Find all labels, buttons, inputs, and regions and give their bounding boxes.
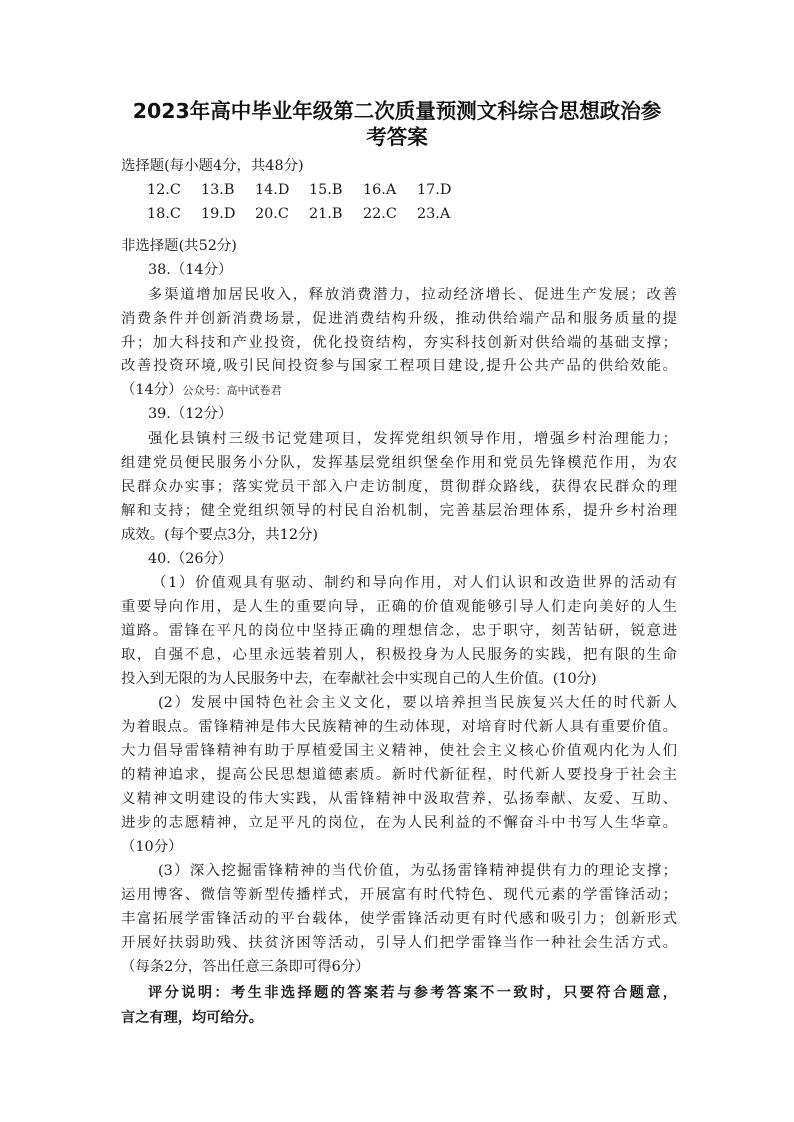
q40-part1-line: （1）价值观具有驱动、制约和导向作用，对人们认识和改造世界的活动有 — [152, 575, 677, 591]
mcq-answer: 22.C — [363, 206, 397, 222]
mcq-answer: 23.A — [417, 206, 451, 222]
q40-part2-line: 为着眼点。雷锋精神是伟大民族精神的生动体现，对培育时代新人具有重要价值。 — [121, 719, 677, 735]
scoring-note-line: 评分说明：考生非选择题的答案若与参考答案不一致时，只要符合题意， — [148, 985, 677, 1001]
q38-score-line — [121, 379, 677, 403]
q40-part3-line: （每条2分，答出任意三条即可得6分） — [121, 959, 370, 975]
q40-part2-line: (2）发展中国特色社会主义文化，要以培养担当民族复兴大任的时代新人 — [158, 695, 677, 711]
q39-text-line: 成效。(每个要点3分，共12分) — [121, 527, 318, 543]
q40-part2-line: （10分） — [121, 839, 183, 855]
mcq-answer: 17.D — [417, 182, 452, 198]
q40-part2-line: 进步的志愿精神，立足平凡的岗位，在为人民利益的不懈奋斗中书写人生华章。 — [121, 815, 677, 831]
mcq-answer: 16.A — [363, 182, 397, 198]
q40-part1-line: 重要导向作用，是人生的重要向导，正确的价值观能够引导人们走向美好的人生 — [121, 599, 677, 615]
mcq-answer: 19.D — [201, 206, 236, 222]
q40-part2-line: 大力倡导雷锋精神有助于厚植爱国主义精神，使社会主义核心价值观内化为人们 — [121, 743, 677, 759]
q40-label: 40.（26分） — [148, 551, 233, 567]
page-title-line1: 2023年高中毕业年级第二次质量预测文科综合思想政治参 — [132, 99, 662, 123]
mcq-answer: 20.C — [255, 206, 289, 222]
nonmcq-header: 非选择题(共52分) — [121, 238, 237, 254]
scoring-note-line: 言之有理，均可给分。 — [121, 1010, 263, 1026]
page-title-line2: 考答案 — [366, 125, 428, 149]
q40-part1-line: 投入到无限的为人民服务中去，在奉献社会中实现自己的人生价值。(10分) — [121, 671, 597, 687]
q40-part3-line: 开展好扶弱助残、扶贫济困等活动，引导人们把学雷锋当作一种社会生活方式。 — [121, 935, 677, 951]
q38-label: 38.（14分） — [148, 262, 233, 278]
mcq-answers-row-2 — [147, 202, 471, 226]
q40-part3-line: (3）深入挖掘雷锋精神的当代价值，为弘扬雷锋精神提供有力的理论支撑； — [158, 863, 677, 879]
q38-text-line: 改善投资环境,吸引民间投资参与国家工程项目建设,提升公共产品的供给效能。 — [121, 358, 677, 374]
q39-label: 39.（12分） — [148, 406, 233, 422]
q40-part2-line: 的精神追求，提高公民思想道德素质。新时代新征程，时代新人要投身于社会主 — [121, 767, 677, 783]
mcq-header: 选择题(每小题4分，共48分) — [121, 158, 304, 174]
mcq-answer: 13.B — [201, 182, 235, 198]
q40-part1-line: 取，自强不息，心里永远装着别人，积极投身为人民服务的实践，把有限的生命 — [121, 647, 677, 663]
q38-text-line: 升；加大科技和产业投资，优化投资结构，夯实科技创新对供给端的基础支撑； — [121, 335, 677, 351]
q38-score: （14分） — [121, 382, 183, 398]
q39-text-line: 强化县镇村三级书记党建项目，发挥党组织领导作用，增强乡村治理能力； — [148, 431, 677, 447]
q38-text-line: 多渠道增加居民收入，释放消费潜力，拉动经济增长、促进生产发展；改善 — [148, 287, 677, 303]
q38-text-line: 消费条件并创新消费场景，促进消费结构升级，推动供给端产品和服务质量的提 — [121, 311, 677, 327]
q40-part1-line: 道路。雷锋在平凡的岗位中坚持正确的理想信念，忠于职守，刻苦钻研，锐意进 — [121, 623, 677, 639]
q38-note: 公众号：高中试卷君 — [182, 384, 282, 397]
mcq-answer: 15.B — [309, 182, 343, 198]
mcq-answer: 14.D — [255, 182, 290, 198]
q39-text-line: 民群众办实事；落实党员干部入户走访制度，贯彻群众路线，获得农民群众的理 — [121, 479, 677, 495]
mcq-answer: 12.C — [147, 182, 181, 198]
q40-part3-line: 丰富拓展学雷锋活动的平台载体，使学雷锋活动更有时代感和吸引力；创新形式 — [121, 911, 677, 927]
q39-text-line: 组建党员便民服务小分队，发挥基层党组织堡垒作用和党员先锋模范作用，为农 — [121, 455, 677, 471]
q40-part2-line: 义精神文明建设的伟大实践，从雷锋精神中汲取营养，弘扬奉献、友爱、互助、 — [121, 791, 677, 807]
mcq-answer: 18.C — [147, 206, 181, 222]
mcq-answer: 21.B — [309, 206, 343, 222]
q40-part3-line: 运用博客、微信等新型传播样式，开展富有时代特色、现代元素的学雷锋活动； — [121, 887, 677, 903]
mcq-answers-row-1 — [147, 178, 471, 202]
q39-text-line: 解和支持；健全党组织领导的村民自治机制，完善基层治理体系，提升乡村治理 — [121, 503, 677, 519]
